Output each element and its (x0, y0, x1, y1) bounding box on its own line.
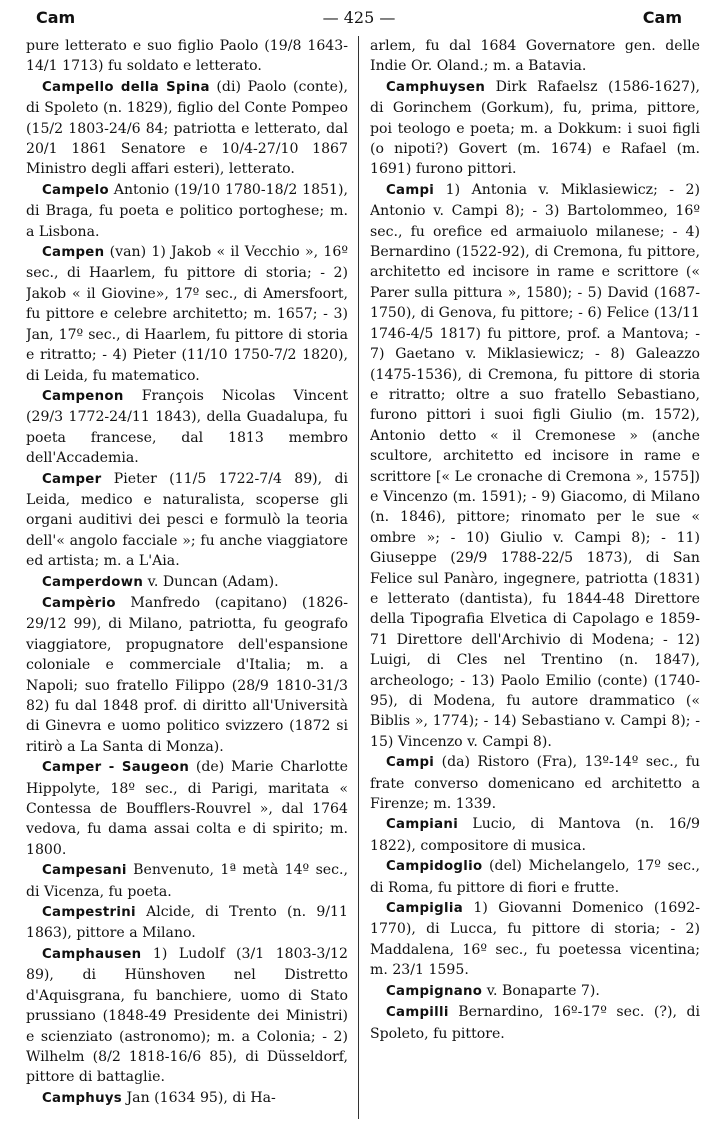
entry-headword: Campidoglio (386, 859, 483, 875)
entry-text: Benvenuto, 1ª metà 14º sec., di Vicenza, fu poeta. (26, 862, 348, 900)
entry-text: v. Duncan (Adam). (143, 573, 279, 590)
entry-campiglia (370, 898, 700, 981)
column-divider (358, 36, 359, 1119)
entry-text: Bernardino, 16º-17º sec. (?), di Spoleto, fu pittore. (370, 1004, 700, 1042)
right-column (370, 36, 700, 1125)
page-header (0, 0, 718, 34)
entry-headword: Campello della Spina (42, 79, 210, 95)
entry-headword: Camper - Saugeon (42, 760, 190, 776)
entry-campenon (26, 386, 348, 469)
entry-cont (370, 36, 700, 77)
entry-headword: Campilli (386, 1005, 449, 1021)
entry-campiani (370, 814, 700, 856)
entry-text: 1) Ludolf (3/1 1803-3/12 89), di Hünshoven nel Distretto d'Aquisgrana, fu banchiere, uomo di Stato prussiano (1848-49 Presidente dei Ministri) e scienziato (astronomo); m. a Colonia; - 2) Wilhelm (8/2 1818-16/6 85), di Düsseldorf, pittore di battaglie. (26, 945, 348, 1086)
entry-headword: Campestrini (42, 905, 136, 921)
entry-camphuysen (370, 77, 700, 180)
entry-campesani (26, 860, 348, 902)
entry-text: 1) Antonia v. Miklasiewicz; - 2) Antonio v. Campi 8); - 3) Bartolommeo, 16º sec., fu orefice ed armaiuolo milanese; - 4) Bernardino (1522-92), di Cremona, fu pittore, architetto ed incisore in rame e scrittore (« Parer sulla pittura », 1580); - 5) David (1687-1750), di Genova, fu pittore; - 6) Felice (13/11 1746-4/5 1817) fu pittore, prof. a Mantova; - 7) Gaetano v. Miklasiewicz; - 8) Galeazzo (1475-1536), di Cremona, fu pittore di storia e ritratto; oltre a suo fratello Sebastiano, furono pittori i suoi figli Giulio (m. 1572), Antonio detto « il Cremonese » (anche scultore, architetto ed incisore in rame e scrittore [« Le cronache di Cremona », 1575]) e Vincenzo (m. 1591); - 9) Giacomo, di Milano (n. 1846), pittore; rinomato per le sue « ombre »; - 10) Giulio v. Campi 8); - 11) Giuseppe (29/9 1788-22/5 1873), di San Felice sul Panàro, ingegnere, patriotta (1831) e letterato (dantista), fu 1844-48 Direttore della Tipografia Elvetica di Capolago e 1859-71 Direttore dell'Archivio di Modena; - 12) Luigi, di Cles nel Trentino (n. 1847), archeologo; - 13) Paolo Emilio (conte) (1740-95), di Modena, fu autore drammatico (« Biblis », 1774); - 14) Sebastiano v. Campi 8); - 15) Vincenzo v. Campi 8). (370, 181, 700, 750)
entry-headword: Campiglia (386, 901, 463, 917)
entry-text: (di) Paolo (conte), di Spoleto (n. 1829), figlio del Conte Pompeo (15/2 1803-24/6 84; patriotta e letterato, dal 20/1 1861 Senatore e 10/4-27/10 1867 Ministro degli affari esteri), letterato. (26, 78, 348, 178)
entry-campi-da (370, 752, 700, 814)
entry-headword: Campèrio (42, 595, 116, 611)
entry-campilli (370, 1002, 700, 1044)
entry-headword: Camphausen (42, 946, 142, 962)
entry-text: (van) 1) Jakob « il Vecchio », 16º sec., di Haarlem, fu pittore di storia; - 2) Jakob « il Giovine», 17º sec., di Amersfoort, fu pittore e celebre architetto; m. 1657; - 3) Jan, 17º sec., di Haarlem, fu pittore di storia e ritratto; - 4) Pieter (11/10 1750-7/2 1820), di Leida, fu matematico. (26, 244, 348, 384)
entry-text: (da) Ristoro (Fra), 13º-14º sec., fu frate converso domenicano ed architetto a Firenze; m. 1339. (370, 754, 700, 813)
page-number: — 425 — (322, 7, 396, 27)
entry-camphuys (26, 1088, 348, 1109)
header-left-guideword: Cam (36, 7, 76, 27)
header-right-guideword: Cam (642, 7, 682, 27)
entry-headword: Campi (386, 755, 435, 771)
entry-camphausen (26, 944, 348, 1088)
entry-campestrini (26, 902, 348, 944)
entry-camperio (26, 593, 348, 757)
entry-camper-saugeon (26, 757, 348, 860)
left-column (26, 36, 348, 1125)
entry-headword: Camper (42, 471, 102, 487)
entry-text: Alcide, di Trento (n. 9/11 1863), pittore a Milano. (26, 904, 348, 942)
entry-text: (del) Michelangelo, 17º sec., di Roma, fu pittore di fiori e frutte. (370, 858, 700, 896)
entry-headword: Campelo (42, 182, 109, 198)
entry-text: arlem, fu dal 1684 Governatore gen. delle Indie Or. Oland.; m. a Batavia. (370, 38, 700, 75)
entry-headword: Camphuysen (386, 79, 486, 95)
entry-text: Antonio (19/10 1780-18/2 1851), di Braga, fu poeta e politico portoghese; m. a Lisbona. (26, 181, 348, 240)
entry-cont (26, 36, 348, 77)
entry-text: (de) Marie Charlotte Hippolyte, 18º sec., di Parigi, maritata « Contessa de Boufflers-Rouvrel », dal 1764 vedova, fu dama assai colta e di spirito; m. 1800. (26, 759, 348, 858)
entry-campen (26, 242, 348, 386)
entry-headword: Camperdown (42, 574, 144, 590)
entry-text: François Nicolas Vincent (29/3 1772-24/11 1843), della Guadalupa, fu poeta francese, dal 1813 membro dell'Accademia. (26, 387, 348, 467)
entry-campidoglio (370, 856, 700, 898)
entry-text: 1) Giovanni Domenico (1692-1770), di Lucca, fu pittore di storia; - 2) Maddalena, 16º sec., fu poetessa vicentina; m. 23/1 1595. (370, 900, 700, 979)
entry-headword: Campi (386, 182, 435, 198)
entry-text: Manfredo (capitano) (1826-29/12 99), di Milano, patriotta, fu geografo viaggiatore, propugnatore dell'espansione coloniale e commerciale d'Italia; m. a Napoli; suo fratello Filippo (28/9 1810-31/3 82) fu dal 1848 prof. di diritto all'Università di Ginevra e uomo politico svizzero (1872 si ritirò a La Santa di Monza). (26, 594, 348, 755)
entry-headword: Campiani (386, 817, 459, 833)
entry-campello (26, 77, 348, 180)
entry-text: Pieter (11/5 1722-7/4 89), di Leida, medico e naturalista, scoperse gli organi auditivi dei pesci e formulò la teoria dell'« angolo facciale »; fu anche viaggiatore ed artista; m. a L'Aia. (26, 470, 348, 570)
entry-headword: Campesani (42, 863, 127, 879)
entry-camperdown (26, 572, 348, 593)
entry-text: pure letterato e suo figlio Paolo (19/8 1643-14/1 1713) fu soldato e letterato. (26, 38, 348, 75)
entry-headword: Campenon (42, 388, 124, 404)
entry-text: Jan (1634 95), di Ha- (122, 1089, 276, 1106)
entry-text: Lucio, di Mantova (n. 16/9 1822), compositore di musica. (370, 816, 700, 854)
entry-campignano (370, 981, 700, 1002)
entry-text: Dirk Rafaelsz (1586-1627), di Gorinchem (Gorkum), fu, prima, pittore, poi teologo e poeta; m. a Dokkum: i suoi figli (o nipoti?) Govert (m. 1674) e Rafael (m. 1691) furono pittori. (370, 78, 700, 178)
entry-text: v. Bonaparte 7). (482, 982, 600, 999)
entry-campelo (26, 180, 348, 242)
entry-headword: Campen (42, 245, 105, 261)
entry-headword: Campignano (386, 983, 483, 999)
entry-camper (26, 469, 348, 572)
entry-campi-1 (370, 180, 700, 752)
entry-headword: Camphuys (42, 1090, 123, 1106)
